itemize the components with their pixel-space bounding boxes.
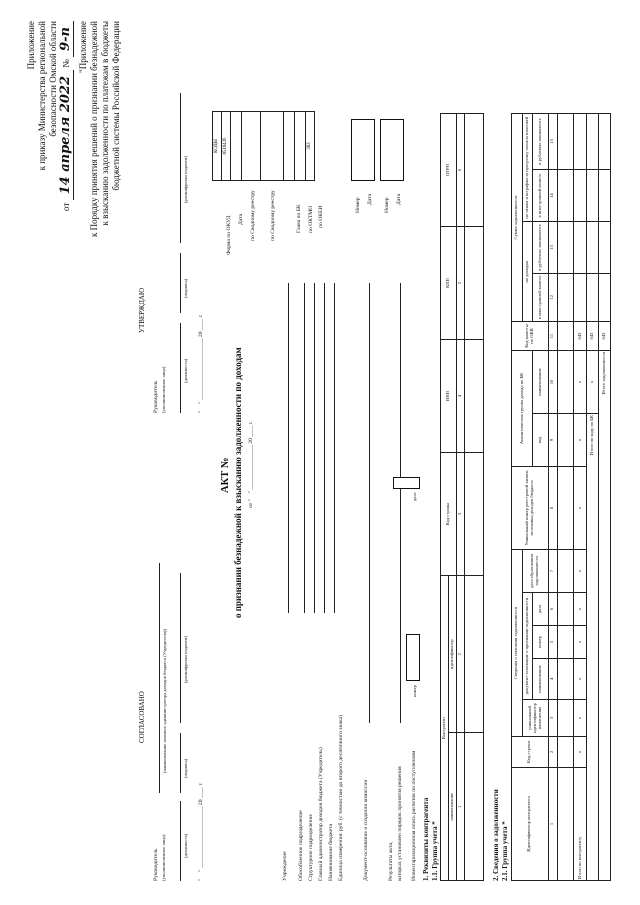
- chief-admin-line: [324, 283, 325, 613]
- x-cell: x: [574, 549, 586, 592]
- num-2: 2: [457, 575, 465, 732]
- results-label-2: которых установлен порядок принятия решения: [397, 765, 403, 881]
- debt-row-cell[interactable]: [557, 767, 574, 880]
- num-cell: 14: [548, 169, 557, 222]
- approved-head: Руководитель: [153, 380, 159, 413]
- approved-sign-line: [180, 253, 181, 313]
- col-penalty-rub: в рублевом эквиваленте: [533, 113, 548, 169]
- inventory-nomer-label: номер: [412, 684, 417, 697]
- act-form-sheet: [20, 13, 620, 893]
- doc-number-box[interactable]: [351, 119, 375, 181]
- label-separate-unit: Обособленное подразделение: [298, 809, 304, 881]
- col-doc-name: наименование: [533, 658, 548, 699]
- appendix-line-4: [58, 21, 73, 211]
- contragent-row-cell[interactable]: [465, 732, 484, 880]
- contragent-row-cell[interactable]: [465, 226, 484, 339]
- col-contragent-id: Идентификатор контрагента: [512, 767, 549, 880]
- sum-cell[interactable]: [574, 113, 586, 169]
- num-cell: 11: [548, 321, 557, 350]
- section-2-title: 2. Сведения о задолженности: [492, 788, 500, 881]
- okei-value: 383: [306, 111, 315, 180]
- approved-title: УТВЕРЖДАЮ: [138, 287, 146, 333]
- institution-line: [288, 283, 289, 613]
- col-debt-date: дата образования задолженности: [522, 549, 548, 592]
- num-cell: 1: [548, 767, 557, 880]
- code-cell-glava: [284, 111, 295, 180]
- label-structural-unit: Структурное подразделение: [308, 813, 314, 881]
- debt-row-cell[interactable]: [557, 113, 574, 169]
- code-label-svod2: по Сводному реестру: [270, 189, 276, 241]
- codes-table: [212, 111, 315, 181]
- approved-name-line: [180, 93, 181, 243]
- doc-basis-label: Документ-основание о создании комиссии: [363, 779, 369, 881]
- agreed-sign-line: [180, 733, 181, 793]
- appendix-no: №: [61, 58, 71, 68]
- num-cell: 2: [548, 736, 557, 767]
- label-chief-admin: Главный администратор доходов бюджета (Учредитель): [318, 746, 324, 881]
- code-cell-date: [231, 111, 242, 180]
- label-institution: Учреждение: [282, 850, 288, 881]
- appendix-line-3: безопасности Омской области: [48, 20, 58, 137]
- col-sum-income: по доходам: [522, 221, 533, 321]
- col-doc-date: дата: [533, 592, 548, 625]
- num-5: 5: [457, 226, 465, 339]
- code-label-date: Дата: [238, 213, 244, 225]
- x-cell: x: [574, 350, 586, 413]
- num-cell: 8: [548, 466, 557, 549]
- results-data-label: Дата: [396, 193, 402, 205]
- results-nomer-label: Номер: [384, 196, 390, 213]
- agreed-pos-line: [180, 801, 181, 881]
- contragent-row-cell[interactable]: [465, 452, 484, 575]
- num-cell: 4: [548, 658, 557, 699]
- act-title: АКТ №: [220, 457, 231, 493]
- col-sum: Сумма задолженности: [512, 113, 523, 321]
- agreed-name-line: [180, 573, 181, 723]
- contragent-row-cell[interactable]: [465, 339, 484, 452]
- sum-cell[interactable]: [598, 113, 610, 169]
- code-label-svod1: по Сводному реестру: [250, 189, 256, 241]
- inventory-data-label: дата: [412, 492, 417, 501]
- agreed-org-caption: (наименование главного администратора доходов бюджета (Учредителя)): [162, 628, 167, 773]
- num-cell: 5: [548, 625, 557, 658]
- okud-label: Форма по ОКУД: [226, 215, 232, 255]
- results-line: [400, 283, 401, 723]
- sum-cell[interactable]: [586, 221, 598, 272]
- section-1-title: 1. Реквизиты контрагента: [422, 797, 430, 881]
- appendix-from: от: [61, 202, 71, 211]
- x-cell: x: [574, 413, 586, 466]
- num-cell: 15: [548, 113, 557, 169]
- budget-name-line: [334, 283, 335, 613]
- contragent-table: [440, 113, 484, 881]
- approved-head-sub: (уполномоченное лицо): [161, 366, 166, 413]
- debt-row-cell[interactable]: [557, 466, 574, 549]
- code-label-okei: по ОКЕИ: [318, 205, 324, 228]
- debt-row-cell[interactable]: [557, 625, 574, 658]
- code-cell-svod2: [261, 111, 284, 180]
- col-inn: ИНН: [441, 339, 457, 452]
- debt-row-cell[interactable]: [557, 169, 574, 222]
- code-label-glava: Глава по БК: [296, 203, 302, 233]
- col-kbk-code: код: [533, 413, 548, 466]
- num-cell: 13: [548, 221, 557, 272]
- num-cell: 10: [548, 350, 557, 413]
- results-number-box[interactable]: [380, 119, 404, 181]
- x-cell: x: [574, 736, 586, 767]
- col-sum-penalty: по пеням и штрафам за просрочку оплаты платежей: [522, 113, 533, 221]
- num-cell: 3: [548, 699, 557, 736]
- agreed-name-caption: (расшифровка подписи): [183, 635, 188, 683]
- appendix-line-1: Приложение: [26, 20, 36, 69]
- col-ogrn: ОГРН: [441, 113, 457, 226]
- col-penalty-foreign: в иностранной валюте: [533, 169, 548, 222]
- sum-cell[interactable]: [574, 221, 586, 272]
- debt-row-cell[interactable]: [557, 413, 574, 466]
- col-uik: уникальный идентификатор начисления: [522, 699, 548, 736]
- col-okv: Код валюты по ОКВ: [512, 321, 549, 350]
- inventory-number-box[interactable]: [406, 634, 420, 681]
- col-income-rub: в рублевом эквиваленте: [533, 221, 548, 272]
- act-subtitle: о признании безнадежной к взысканию задолженности по доходам: [233, 346, 243, 618]
- total-contragent-label: Итого по контрагенту: [574, 767, 586, 880]
- label-budget-name: Наименование бюджета: [328, 823, 334, 881]
- num-3: 3: [457, 452, 465, 575]
- doc-data-label: Дата: [367, 193, 373, 205]
- sum-cell[interactable]: [574, 273, 586, 321]
- num-cell: 6: [548, 592, 557, 625]
- sum-cell[interactable]: [586, 273, 598, 321]
- debt-row-cell[interactable]: [557, 350, 574, 413]
- col-country-code: Код страны: [441, 452, 457, 575]
- code-cell-oktmo: [295, 111, 306, 180]
- handwritten-date: 14 апреля 2022: [58, 70, 74, 200]
- appendix-line-7: к взысканию задолженности по платежам в бюджеты: [100, 20, 110, 225]
- x-cell: x: [574, 625, 586, 658]
- sum-cell[interactable]: [598, 273, 610, 321]
- sum-cell[interactable]: [586, 113, 598, 169]
- approved-pos-caption: (должность): [183, 358, 188, 383]
- appendix-line-8: бюджетной системы Российской Федерации: [111, 20, 121, 191]
- sum-cell[interactable]: [598, 169, 610, 222]
- approved-name-caption: (расшифровка подписи): [183, 155, 188, 203]
- col-uin: Уникальный номер реестровой записи источника доходов бюджета: [512, 466, 549, 549]
- debt-row-cell[interactable]: [557, 273, 574, 321]
- contragent-row-cell[interactable]: [465, 113, 484, 226]
- doc-basis-line: [369, 283, 370, 723]
- x-cell: x: [574, 658, 586, 699]
- sum-cell[interactable]: [598, 221, 610, 272]
- agreed-org-line: [159, 563, 160, 793]
- total-kbk-label: Итого по коду по БК: [586, 413, 598, 880]
- okud-value: 0510436: [222, 111, 231, 180]
- appendix-line-5: "Приложение: [78, 20, 88, 73]
- col-kbk-name: наименование: [533, 350, 548, 413]
- code-cell-svod1: [242, 111, 261, 180]
- col-kontragent-id: идентификатор: [449, 575, 457, 732]
- act-date: от " " ________________ 20 ____ г.: [248, 420, 254, 508]
- col-row-code: Код строки: [512, 736, 549, 767]
- sum-cell[interactable]: [586, 169, 598, 222]
- codes-header: КОДЫ: [213, 111, 222, 180]
- x-cell: x: [574, 466, 586, 549]
- x-cell: x: [574, 592, 586, 625]
- agreed-date: " " ______________________ 20 ____ г.: [198, 781, 204, 881]
- doc-nomer-label: Номер: [355, 196, 361, 213]
- contragent-row-cell[interactable]: [465, 575, 484, 732]
- agreed-head: Руководитель: [153, 848, 159, 881]
- debt-row-cell[interactable]: [557, 221, 574, 272]
- approved-pos-line: [180, 323, 181, 413]
- debt-row-cell[interactable]: [557, 736, 574, 767]
- appendix-line-2: к приказу Министерства региональной: [37, 20, 47, 170]
- debt-row-cell[interactable]: [557, 549, 574, 592]
- num-cell: 12: [548, 273, 557, 321]
- section-1-group: 1.1. Группа учета *: [431, 820, 439, 881]
- num-cell: 7: [548, 549, 557, 592]
- num-4: 4: [457, 339, 465, 452]
- approved-sign-caption: (подпись): [183, 278, 188, 298]
- total-all-label: Итого задолженности: [598, 350, 610, 880]
- code-label-oktmo: по ОКТМО: [308, 205, 314, 233]
- results-label-1: Результаты акта,: [388, 841, 394, 881]
- col-income-foreign: в иностранной валюте: [533, 273, 548, 321]
- separate-unit-line: [304, 283, 305, 613]
- debt-row-cell[interactable]: [557, 699, 574, 736]
- x-cell: x: [574, 699, 586, 736]
- okv-643-cell: 643: [586, 321, 598, 350]
- inventory-date-box[interactable]: [393, 477, 420, 489]
- okv-643-cell: 643: [598, 321, 610, 350]
- inventory-label: Инвентаризационная опись расчетов по поступлениям: [411, 750, 417, 881]
- agreed-head-sub: (уполномоченное лицо): [161, 834, 166, 881]
- okv-643-cell: 643: [574, 321, 586, 350]
- structural-unit-line: [314, 283, 315, 613]
- col-kbk: Аналитическая группа дохода по БК: [512, 350, 533, 466]
- label-unit-measure: Единица измерения: руб. (с точностью до второго десятичного знака): [338, 714, 344, 881]
- col-writeoff-info: Сведения о списании задолженности: [512, 549, 523, 736]
- col-kontragent: Контрагент: [441, 575, 449, 880]
- handwritten-number: 9-п: [58, 21, 74, 57]
- debt-row-cell[interactable]: [557, 321, 574, 350]
- col-kontragent-name: наименование: [449, 732, 457, 880]
- debt-row-cell[interactable]: [557, 658, 574, 699]
- x-cell: x: [586, 350, 598, 413]
- agreed-title: СОГЛАСОВАНО: [138, 690, 146, 743]
- num-6: 6: [457, 113, 465, 226]
- col-doc-basis: документ-основание о признании задолженности: [522, 592, 533, 699]
- agreed-pos-caption: (должность): [183, 833, 188, 858]
- debt-table: [511, 113, 611, 881]
- section-2-group: 2.1. Группа учета *: [501, 820, 509, 881]
- approved-date: " " ______________________ 20 ____ г.: [198, 313, 204, 413]
- num-1: 1: [457, 732, 465, 880]
- sum-cell[interactable]: [574, 169, 586, 222]
- agreed-sign-caption: (подпись): [183, 758, 188, 778]
- num-cell: 9: [548, 413, 557, 466]
- debt-row-cell[interactable]: [557, 592, 574, 625]
- col-doc-number: номер: [533, 625, 548, 658]
- col-kpp: КПП: [441, 226, 457, 339]
- appendix-line-6: к Порядку принятия решений о признании безнадежной: [89, 20, 99, 237]
